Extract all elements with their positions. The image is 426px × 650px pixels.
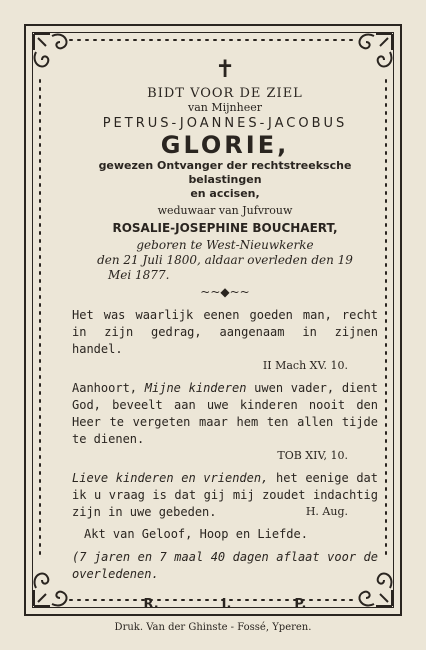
indulgence-note: (7 jaren en 7 maal 40 dagen aflaat voor de overledenen. — [72, 550, 378, 581]
quote-2-italic: Mijne kinderen — [144, 381, 247, 395]
occupation-line-2: en accisen, — [190, 187, 260, 200]
quote-2 — [72, 380, 378, 448]
quote-3-italic: Lieve kinderen en vrienden, — [72, 471, 269, 485]
rip-i: I. — [221, 597, 232, 612]
prayer-heading: BIDT VOOR DE ZIEL — [147, 86, 303, 101]
given-names: PETRUS-JOANNES-JACOBUS — [102, 116, 348, 131]
quote-3-rest: het eenige dat ik u vraag is dat gij mij zoudet indachtig zijn in uwe gebeden. — [72, 471, 378, 519]
family-name: GLORIE, — [160, 131, 290, 159]
widower-line: weduwaar van Jufvrouw — [157, 204, 293, 217]
corner-ornament-bottom-left — [34, 573, 67, 606]
reference-2: TOB XIV, 10. — [277, 449, 348, 462]
cross-icon: ✝ — [214, 55, 236, 83]
act-of-faith: Akt van Geloof, Hoop en Liefde. — [84, 527, 308, 541]
corner-ornament-top-left — [34, 34, 67, 67]
reference-3: H. Aug. — [305, 505, 348, 518]
quote-2-rest: uwen vader, dient God, beveelt aan uwe kinderen nooit den Heer te vergeten maar hem ten allen tijde te dienen. — [72, 381, 378, 446]
reference-1: II Mach XV. 10. — [262, 359, 348, 372]
rip-line — [72, 597, 378, 612]
rip-p: P. — [294, 597, 307, 612]
card-text — [72, 56, 378, 612]
dates-line-2: Mei 1877. — [108, 268, 170, 282]
quote-2-start: Aanhoort, — [72, 381, 138, 395]
birthplace: geboren te West-Nieuwkerke — [136, 238, 314, 252]
rip-r: R. — [143, 597, 159, 612]
spouse-name: ROSALIE-JOSEPHINE BOUCHAERT, — [112, 221, 338, 235]
dates-line-1: den 21 Juli 1800, aldaar overleden den 19 — [97, 253, 353, 267]
occupation-line-1: gewezen Ontvanger der rechtstreeksche belastingen — [98, 159, 352, 186]
salutation: van Mijnheer — [188, 101, 262, 114]
printer-imprint: Druk. Van der Ghinste - Fossé, Yperen. — [114, 622, 312, 633]
quote-1: Het was waarlijk eenen goeden man, recht in zijn gedrag, aangenaam in zijnen handel. — [72, 308, 378, 356]
divider-ornament: ~~◆~~ — [200, 285, 250, 299]
